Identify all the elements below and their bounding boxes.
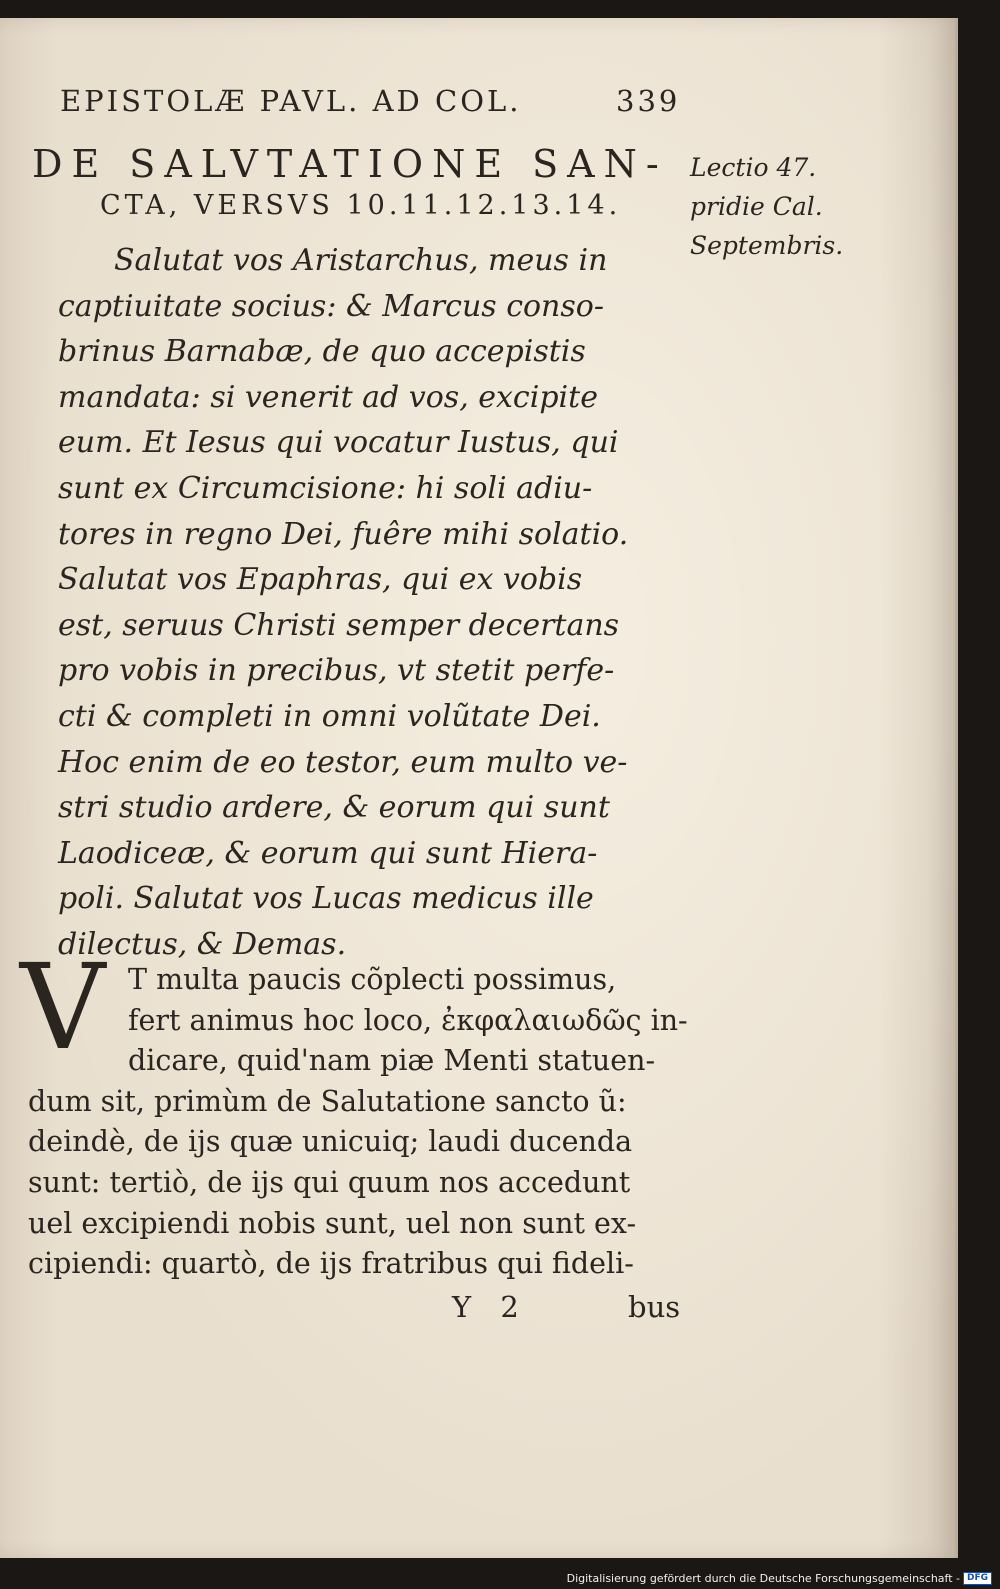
running-head (60, 84, 700, 118)
commentary-line: fert animus hoc loco, ἐκφαλαιωδῶς in- (128, 1003, 688, 1037)
commentary-line: deindè, de ijs quæ unicuiq; laudi ducenda (28, 1125, 633, 1159)
scripture-line: Salutat vos Epaphras, qui ex vobis (58, 562, 583, 598)
scripture-line: Laodiceæ, & eorum qui sunt Hiera- (58, 835, 598, 871)
commentary-line: uel excipiendi nobis sunt, uel non sunt ex- (28, 1206, 637, 1240)
dfg-logo: DFG (963, 1572, 992, 1585)
margin-note (690, 148, 844, 265)
scripture-line: cti & completi in omni volũtate Dei. (58, 698, 601, 734)
scripture-line: poli. Salutat vos Lucas medicus ille (58, 881, 594, 917)
commentary-line: cipiendi: quartò, de ijs fratribus qui fideli- (28, 1247, 634, 1281)
scripture-line: sunt ex Circumcisione: hi soli adiu- (58, 470, 593, 506)
margin-note-line: Lectio 47. (690, 153, 817, 182)
running-head-title: EPISTOLÆ PAVL. AD COL. (60, 84, 522, 118)
page-number: 339 (616, 84, 681, 118)
commentary-line: sunt: tertiò, de ijs qui quum nos accedunt (28, 1165, 631, 1199)
section-heading-line-1: DE SALVTATIONE SAN- (32, 142, 668, 186)
digitization-footer (567, 1572, 992, 1585)
margin-note-line: pridie Cal. (690, 192, 823, 221)
scripture-line: stri studio ardere, & eorum qui sunt (58, 790, 610, 826)
scripture-line: tores in regno Dei, fuêre mihi solatio. (58, 516, 629, 552)
scripture-line: brinus Barnabæ, de quo accepistis (58, 334, 586, 370)
commentary-line: dicare, quid'nam piæ Menti statuen- (128, 1044, 656, 1078)
funding-credit: Digitalisierung gefördert durch die Deutsche Forschungsgemeinschaft - (566, 1572, 960, 1585)
section-heading-line-2: CTA, VERSVS 10.11.12.13.14. (100, 190, 622, 221)
drop-cap: V (20, 938, 106, 1076)
scripture-line: est, seruus Christi semper decertans (58, 607, 620, 643)
scripture-line: eum. Et Iesus qui vocatur Iustus, qui (58, 425, 619, 461)
signature-mark: Y 2 (452, 1290, 529, 1324)
scripture-line: dilectus, & Demas. (58, 926, 347, 962)
commentary-line: dum sit, primùm de Salutatione sancto ũ: (28, 1084, 627, 1118)
commentary-line: T multa paucis cõplecti possimus, (128, 963, 617, 996)
margin-note-line: Septembris. (690, 231, 844, 260)
scripture-line: mandata: si venerit ad vos, excipite (58, 379, 598, 415)
scripture-line: pro vobis in precibus, vt stetit perfe- (58, 653, 615, 689)
catchword: bus (628, 1290, 681, 1324)
scripture-line: captiuitate socius: & Marcus conso- (58, 288, 604, 324)
scripture-line: Hoc enim de eo testor, eum multo ve- (58, 744, 628, 780)
scripture-text (58, 238, 658, 968)
book-page (0, 18, 958, 1558)
commentary-text (28, 960, 698, 1285)
scripture-line: Salutat vos Aristarchus, meus in (114, 243, 608, 278)
